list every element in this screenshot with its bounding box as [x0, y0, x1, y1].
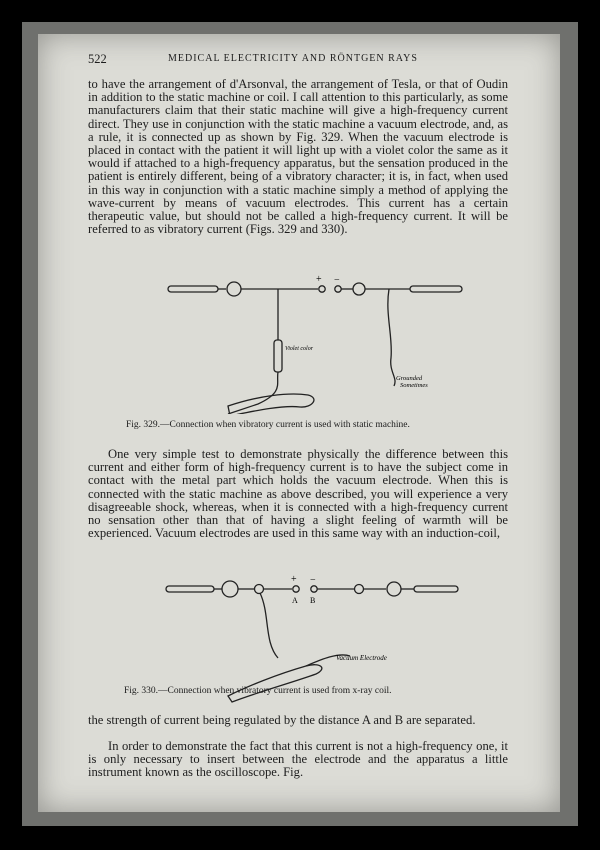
violet-label: Violet color — [285, 346, 314, 352]
ground-wire — [388, 289, 395, 386]
label-b: B — [310, 596, 316, 605]
plus-sign: + — [316, 274, 322, 285]
right-rod — [414, 586, 458, 592]
vacuum-label: Vacuum Electrode — [336, 654, 387, 662]
page-number: 522 — [88, 52, 107, 66]
left-rod — [166, 586, 214, 592]
book-page — [38, 34, 560, 812]
right-small-ball — [355, 585, 364, 594]
figure-329 — [88, 274, 508, 414]
label-a: A — [292, 596, 298, 605]
wire-to-electrode — [260, 593, 278, 658]
right-ball — [387, 582, 401, 596]
right-rod — [410, 286, 462, 292]
ground-label-1: Grounded — [396, 375, 423, 382]
running-head: MEDICAL ELECTRICITY AND RÖNTGEN RAYS — [168, 53, 418, 64]
left-small-ball — [255, 585, 264, 594]
paragraph-4: In order to demonstrate the fact that this current is not a high-frequency one, it is only necessary to insert between the electrode and the apparatus a little instrument known as the oscilloscope. Fig. — [88, 739, 508, 780]
ground-label-2: Sometimes — [400, 382, 428, 389]
terminal-a — [293, 586, 299, 592]
left-ball — [227, 282, 241, 296]
terminal-b — [311, 586, 317, 592]
right-terminal — [335, 286, 341, 292]
paragraph-3: the strength of current being regulated by the distance A and B are separated. — [88, 713, 476, 727]
figure-330-caption: Fig. 330.—Connection when vibratory current is used from x-ray coil. — [124, 686, 392, 696]
figure-330-diagram — [88, 574, 508, 704]
figure-329-diagram — [88, 274, 508, 414]
left-terminal — [319, 286, 325, 292]
plus-sign: + — [291, 574, 297, 585]
electrode-handle — [228, 665, 322, 702]
minus-sign: − — [334, 275, 340, 286]
left-ball — [222, 581, 238, 597]
paragraph-2: One very simple test to demonstrate physically the difference between this current and either form of high-frequency current is to have the subject come in contact with the metal part which holds the vacuum electrode. When this is connected with the static machine as above described, you will experience a very disagreeable shock, whereas, when it is connected with a high-frequency current no sensation other than that of having a slight feeling of warmth will be experienced. Vacuum electrodes are used in this same way with an induction-coil, — [88, 447, 508, 541]
right-ball — [353, 283, 365, 295]
vacuum-tube — [274, 340, 282, 372]
paragraph-1: to have the arrangement of d'Arsonval, the arrangement of Tesla, or that of Oudin in addition to the static machine or coil. I call attention to this particularly, as some manufacturers claim that their static machine will give a high-frequency current direct. They use in conjunction with the static machine a vacuum electrode, and, as a rule, it is connected up as shown by Fig. 329. When the vacuum electrode is placed in contact with the patient it will light up with a violet color the same as it would if attached to a high-frequency apparatus, but the sensation produced in the patient is entirely different, being of a vibratory character; it is, in fact, when used in this way in conjunction with a static machine simply a method of applying the wave-current by means of vacuum electrodes. This current has a certain therapeutic value, but should not be called a high-frequency current. It will be referred to as vibratory current (Figs. 329 and 330). — [88, 77, 508, 237]
figure-330 — [88, 574, 508, 704]
left-rod — [168, 286, 218, 292]
figure-329-caption: Fig. 329.—Connection when vibratory current is used with static machine. — [126, 420, 410, 430]
minus-sign: − — [310, 575, 316, 586]
